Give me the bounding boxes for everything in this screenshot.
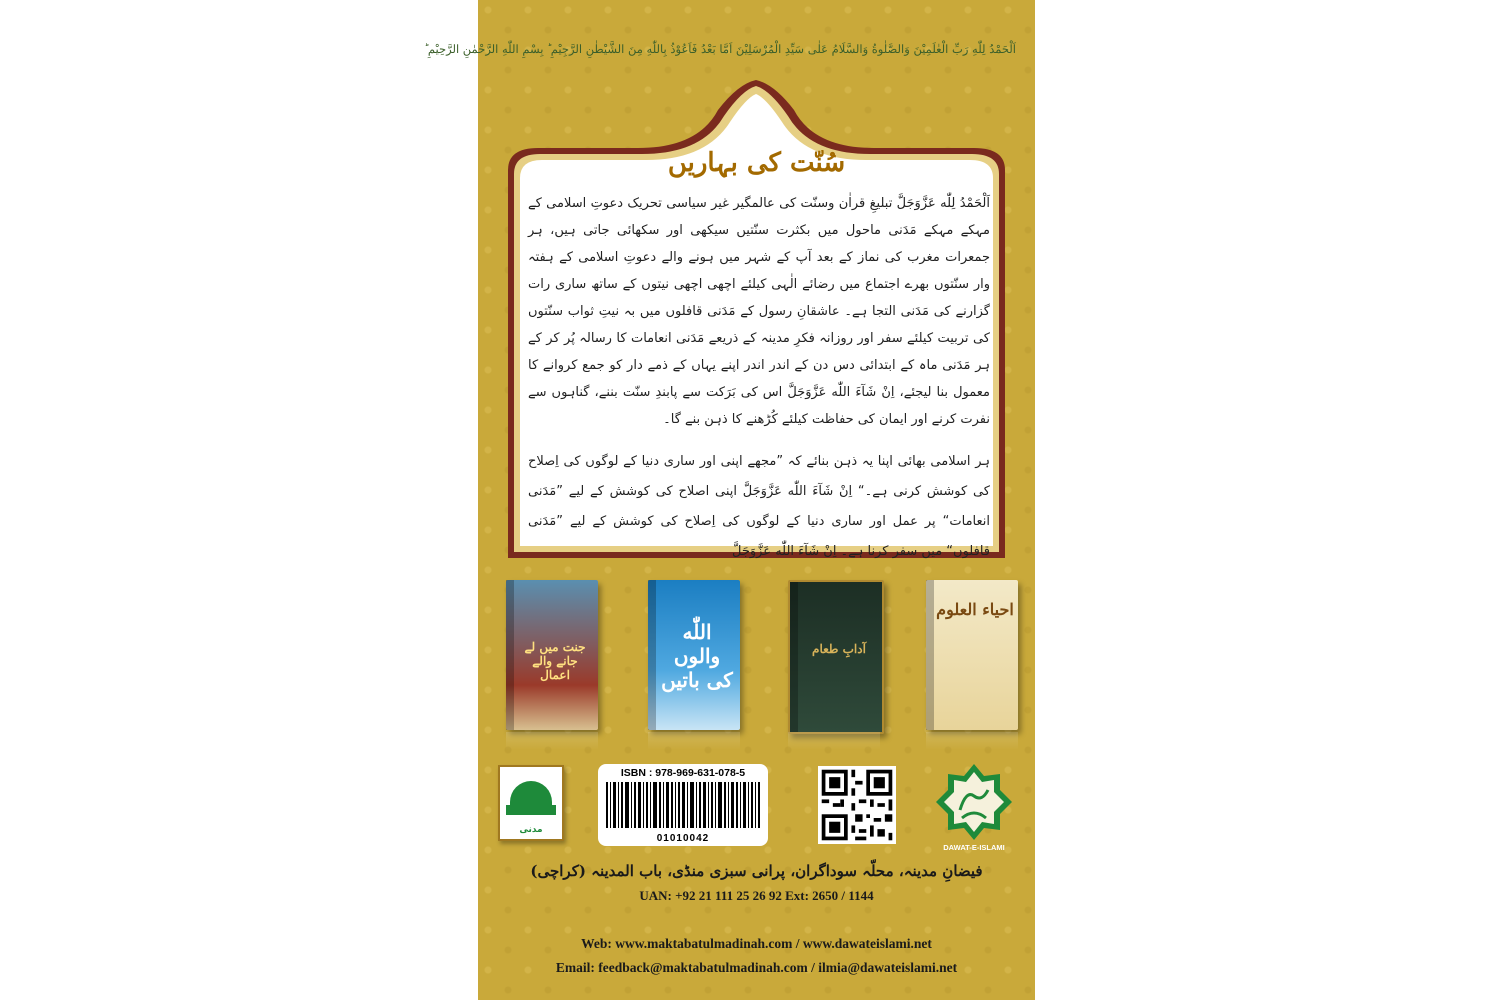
qr-code-icon [818,766,896,844]
book-title: جنت میں لے جانے والے اعمال [524,640,586,682]
page-title: سُنّت کی بہاریں [667,148,846,178]
book-cover [926,580,1018,730]
dawat-e-islami-logo [934,762,1014,852]
books-row [496,580,1018,750]
book-cover [788,580,884,734]
isbn-barcode [598,764,768,846]
paragraph-resolve: ہر اسلامی بھائی اپنا یہ ذہن بنائے کہ ”مجھے اپنی اور ساری دنیا کے لوگوں کی اِصلاح کی کوشش کرنی ہے۔“ اِنْ شَآءَ اللّٰه عَزَّوَجَلَّ اپنی اصلاح کی کوشش کے لیے ”مَدَنی انعامات“ پر عمل اور ساری دنیا کے لوگوں کی اِصلاح کی کوشش کے لیے ”مَدَنی قافلوں“ میں سفر کرنا ہے۔ اِنْ شَآءَ اللّٰه عَزَّوَجَلَّ [528,454,990,559]
back-cover [424,0,1035,1000]
book-title: احیاء العلوم [936,600,1014,619]
barcode-icon [606,782,760,828]
web-links: Web: www.maktabatulmadinah.com / www.dawateislami.net [581,936,932,951]
qr-code [818,766,896,844]
logo-caption: مدنی [519,825,543,835]
madani-channel-logo [498,765,564,841]
dawat-e-islami-emblem-icon [934,762,1014,842]
address-urdu: فیضانِ مدینہ، محلّہ سوداگران، پرانی سبزی منڈی، باب المدینہ (کراچی) [530,862,983,880]
logo-caption: DAWAT-E-ISLAMI [943,843,1005,852]
book-cover [506,580,598,730]
green-dome-icon [510,781,552,805]
uan-contact: UAN: +92 21 111 25 26 92 Ext: 2650 / 1144 [639,888,874,903]
bismillah-line: اَلْحَمْدُ لِلّٰهِ رَبِّ الْعٰلَمِیْنَ وَالصَّلٰوةُ وَالسَّلَامُ عَلٰی سَیِّدِ الْمُرْسَلِیْنَ اَمَّا بَعْدُ فَاَعُوْذُ بِاللّٰهِ مِنَ الشَّیْطٰنِ الرَّجِیْمِ ؕ بِسْمِ اللّٰهِ الرَّحْمٰنِ الرَّحِیْمِ ؕ [424,42,1016,56]
email-links: Email: feedback@maktabatulmadinah.com / ilmia@dawateislami.net [555,960,958,975]
book-title: آدابِ طعام [812,642,866,656]
text-panel [498,70,1015,570]
book-title: اللّٰه والوں کی باتیں [661,620,733,692]
body-text [528,190,990,567]
paragraph-intro: اَلْحَمْدُ لِلّٰه عَزَّوَجَلَّ تبلیغِ قراٰن وسنّت کی عالمگیر غیر سیاسی تحریک دعوتِ اسلامی کے مہکے مہکے مَدَنی ماحول میں بکثرت سنّتیں سیکھی اور سکھائی جاتی ہیں، ہر جمعرات مغرب کی نماز کے بعد آپ کے شہر میں ہونے والے دعوتِ اسلامی کے ہفتہ وار سنّتوں بھرے اجتماع میں رضائے الٰہی کیلئے اچھی اچھی نیتوں کے ساتھ ساری رات گزارنے کی مَدَنی التجا ہے۔ عاشقانِ رسول کے مَدَنی قافلوں میں بہ نیتِ ثواب سنّتوں کی تربیت کیلئے سفر اور روزانہ فکرِ مدینہ کے ذریعے مَدَنی انعامات کا رسالہ پُر کر کے ہر مَدَنی ماہ کے ابتدائی دس دن کے اندر اندر اپنے یہاں کے ذمے دار کو جمع کروانے کا معمول بنا لیجئے، اِنْ شَآءَ اللّٰه عَزَّوَجَلَّ اس کی بَرَکت سے پابندِ سنّت بننے، گناہوں سے نفرت کرنے اور ایمان کی حفاظت کیلئے کُڑھنے کا ذہن بنے گا۔ [528,196,990,427]
barcode-number: 01010042 [656,833,710,844]
isbn-number: ISBN : 978-969-631-078-5 [620,767,746,779]
book-cover [648,580,740,730]
